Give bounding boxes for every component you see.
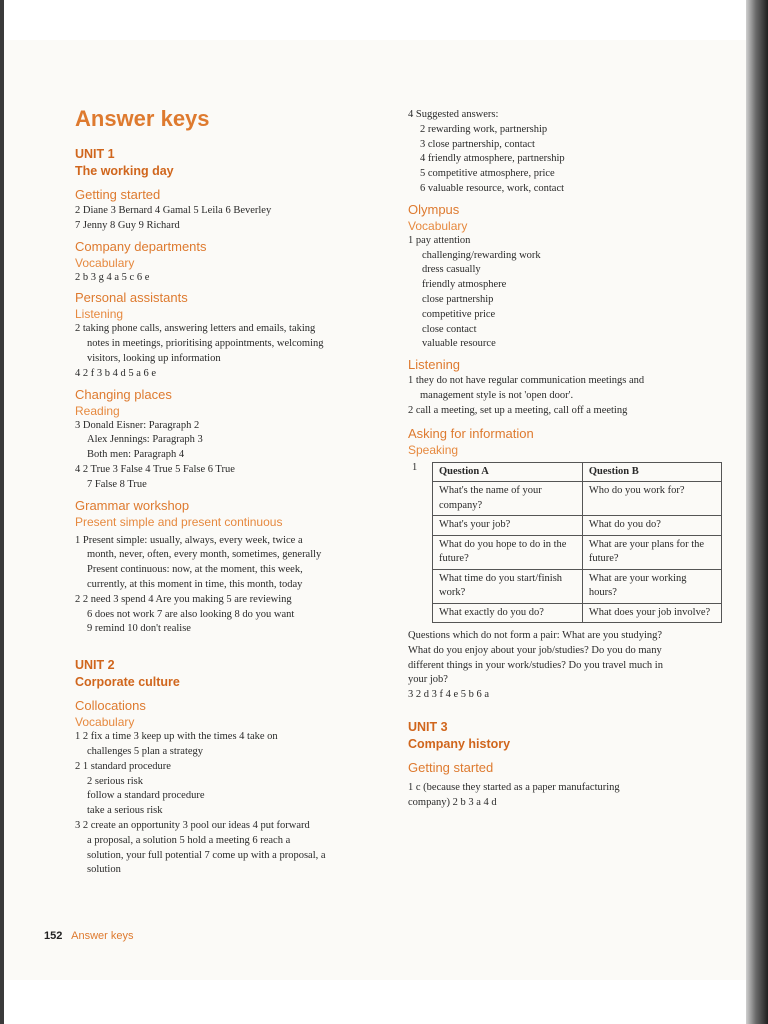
table-cell: What are your working hours? <box>582 569 721 603</box>
sub-vocabulary: Vocabulary <box>75 715 135 730</box>
answer-line: solution, your full potential 7 come up with a proposal, a <box>87 849 326 861</box>
heading-asking-for-information: Asking for information <box>408 425 534 441</box>
answer-line: challenging/rewarding work <box>422 249 541 261</box>
left-column <box>75 40 395 878</box>
answer-line: Questions which do not form a pair: What are you studying? <box>408 630 663 642</box>
answer-line: management style is not 'open door'. <box>420 389 574 401</box>
table-cell: What's the name of your company? <box>433 482 583 516</box>
answer-line: 1 Present simple: usually, always, every week, twice a <box>75 534 303 546</box>
answer-line: dress casually <box>422 264 481 276</box>
table-row <box>433 535 722 569</box>
page-number: 152 <box>44 930 63 942</box>
answer-line: 3 close partnership, contact <box>420 138 535 150</box>
answer-line: 1 c (because they started as a paper manufacturing <box>408 782 620 794</box>
heading-changing-places: Changing places <box>75 386 172 402</box>
answer-line: 2 taking phone calls, answering letters and emails, taking <box>75 323 316 335</box>
answer-line: 3 Donald Eisner: Paragraph 2 <box>75 419 200 431</box>
answer-line: your job? <box>408 674 448 686</box>
heading-collocations: Collocations <box>75 698 146 714</box>
column-header-question-b: Question B <box>582 462 721 482</box>
getting-started-answers <box>75 204 395 234</box>
answer-line: 6 valuable resource, work, contact <box>420 182 565 194</box>
heading-olympus: Olympus <box>408 201 460 217</box>
answer-line: a proposal, a solution 5 hold a meeting 6 reach a <box>87 834 291 846</box>
answer-line: follow a standard procedure <box>87 790 205 802</box>
sub-listening: Listening <box>75 307 124 322</box>
answer-line: 9 remind 10 don't realise <box>87 623 191 635</box>
unit2-title: Corporate culture <box>75 675 180 690</box>
answer-line: competitive price <box>422 308 496 320</box>
answer-line: 1 pay attention <box>408 234 471 246</box>
unit2-label: UNIT 2 <box>75 658 115 673</box>
answer-line: month, never, often, every month, sometimes, generally <box>87 549 322 561</box>
sub-vocabulary: Vocabulary <box>75 255 135 270</box>
answer-line: 4 Suggested answers: <box>408 109 499 120</box>
answer-line: 2 2 need 3 spend 4 Are you making 5 are reviewing <box>75 593 292 605</box>
footer-text: Answer keys <box>71 930 134 942</box>
page <box>4 40 746 980</box>
heading-personal-assistants: Personal assistants <box>75 290 188 306</box>
answer-line: 2 b 3 g 4 a 5 c 6 e <box>75 271 150 283</box>
table-row <box>433 569 722 603</box>
answer-line: 1 they do not have regular communication meetings and <box>408 375 645 387</box>
answer-line: 1 2 fix a time 3 keep up with the times 4 take on <box>75 731 278 743</box>
heading-company-departments: Company departments <box>75 238 207 254</box>
answer-line: close contact <box>422 323 477 335</box>
answer-line: 7 False 8 True <box>87 478 147 490</box>
answer-line: 2 Diane 3 Bernard 4 Gamal 5 Leila 6 Beverley <box>75 205 272 216</box>
table-cell: What do you hope to do in the future? <box>433 535 583 569</box>
answer-line: 3 2 create an opportunity 3 pool our ideas 4 put forward <box>75 819 310 831</box>
sub-reading: Reading <box>75 403 120 418</box>
answer-line: notes in meetings, prioritising appointments, welcoming <box>87 338 324 350</box>
table-cell: What does your job involve? <box>582 603 721 623</box>
answer-line: visitors, looking up information <box>87 352 221 364</box>
table-row <box>433 516 722 536</box>
right-column <box>408 40 720 811</box>
answer-line: different things in your work/studies? Do you travel much in <box>408 659 663 671</box>
unit3-title: Company history <box>408 737 511 752</box>
answer-line: close partnership <box>422 293 494 305</box>
heading-grammar-workshop: Grammar workshop <box>75 497 190 513</box>
sub-present-simple: Present simple and present continuous <box>75 514 283 529</box>
answer-line: 5 competitive atmosphere, price <box>420 168 555 180</box>
unit3-label: UNIT 3 <box>408 720 448 735</box>
answer-line: 2 call a meeting, set up a meeting, call off a meeting <box>408 404 628 416</box>
table-number: 1 <box>412 461 418 473</box>
page-title: Answer keys <box>75 106 210 131</box>
answer-line: currently, at this moment in time, this month, today <box>87 578 303 590</box>
question-table <box>432 462 722 624</box>
answer-line: 2 serious risk <box>87 775 143 787</box>
heading-getting-started: Getting started <box>408 760 494 776</box>
answer-line: 4 2 True 3 False 4 True 5 False 6 True <box>75 463 235 475</box>
answer-line: 4 friendly atmosphere, partnership <box>420 153 565 165</box>
page-footer <box>44 930 133 942</box>
answer-line: solution <box>87 864 121 876</box>
answer-line: friendly atmosphere <box>422 279 507 291</box>
table-row <box>433 603 722 623</box>
answer-line: 2 1 standard procedure <box>75 760 171 772</box>
answer-line: take a serious risk <box>87 805 163 817</box>
answer-line: 4 2 f 3 b 4 d 5 a 6 e <box>75 367 157 379</box>
table-cell: What time do you start/finish work? <box>433 569 583 603</box>
table-cell: Who do you work for? <box>582 482 721 516</box>
answer-line: Alex Jennings: Paragraph 3 <box>87 434 203 446</box>
answer-line: What do you enjoy about your job/studies? Do you do many <box>408 644 662 656</box>
answer-line: 3 2 d 3 f 4 e 5 b 6 a <box>408 689 490 701</box>
column-header-question-a: Question A <box>433 462 583 482</box>
question-table-wrap <box>408 462 720 624</box>
sub-speaking: Speaking <box>408 442 459 457</box>
table-row <box>433 482 722 516</box>
answer-line: challenges 5 plan a strategy <box>87 745 204 757</box>
table-cell: What are your plans for the future? <box>582 535 721 569</box>
unit1-label: UNIT 1 <box>75 147 115 161</box>
unit1-title: The working day <box>75 164 174 178</box>
heading-getting-started: Getting started <box>75 187 161 202</box>
heading-listening: Listening <box>408 357 461 373</box>
book-spine-shadow <box>746 0 768 1024</box>
answer-line: Both men: Paragraph 4 <box>87 449 185 461</box>
table-cell: What do you do? <box>582 516 721 536</box>
answer-line: 2 rewarding work, partnership <box>420 123 548 135</box>
answer-line: company) 2 b 3 a 4 d <box>408 796 497 808</box>
sub-vocabulary: Vocabulary <box>408 218 468 233</box>
table-cell: What exactly do you do? <box>433 603 583 623</box>
table-cell: What's your job? <box>433 516 583 536</box>
answer-line: 6 does not work 7 are also looking 8 do you want <box>87 608 295 620</box>
answer-line: valuable resource <box>422 338 496 350</box>
answer-line: 7 Jenny 8 Guy 9 Richard <box>75 219 180 231</box>
answer-line: Present continuous: now, at the moment, this week, <box>87 564 303 576</box>
